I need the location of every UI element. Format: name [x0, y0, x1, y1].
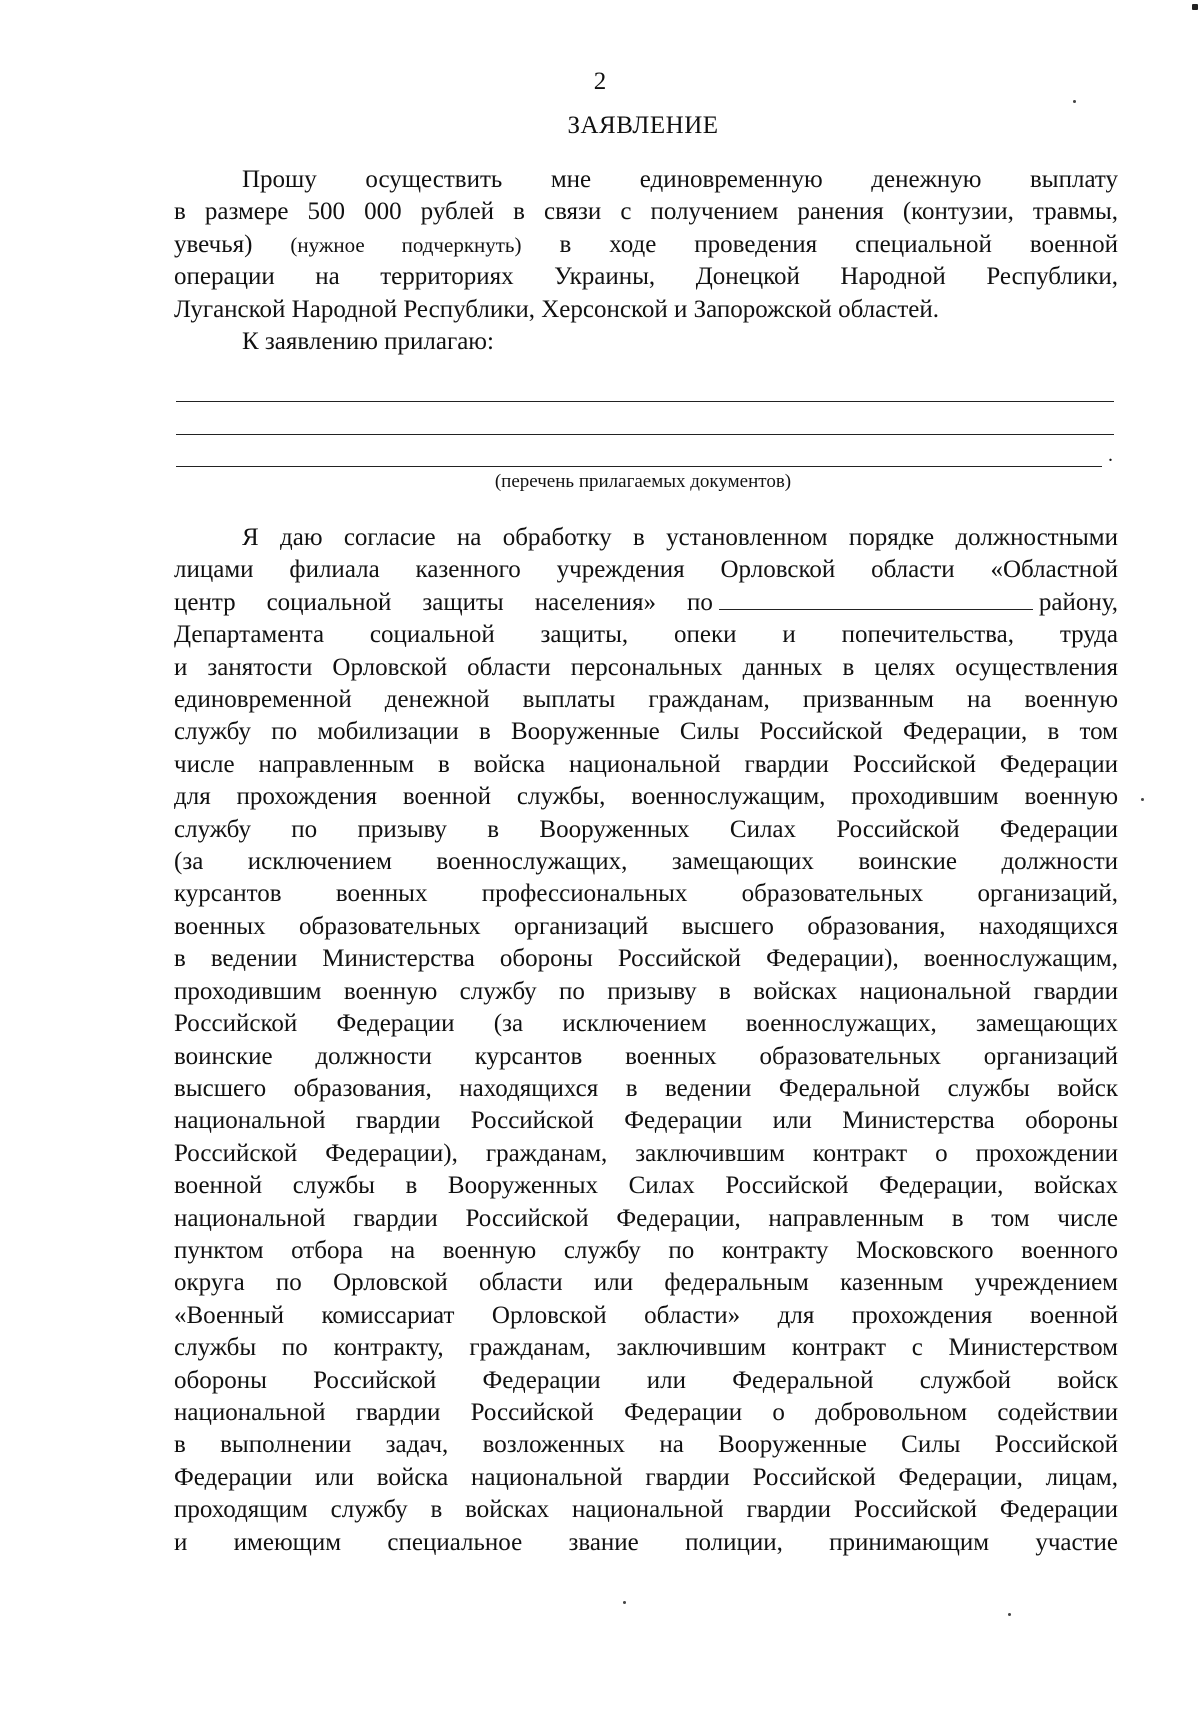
consent-line: национальной гвардии Российской Федерации или Министерства обороны — [174, 1107, 1118, 1135]
consent-line: курсантов военных профессиональных образовательных организаций, — [174, 880, 1118, 908]
consent-line-part: району, — [1038, 588, 1118, 616]
request-line-part: в ходе проведения специальной военной — [559, 230, 1119, 258]
consent-line: национальной гвардии Российской Федерации, направленным в том числе — [174, 1204, 1118, 1232]
scan-speck — [1073, 100, 1076, 103]
consent-line: «Военный комиссариат Орловской области» для прохождения военной — [174, 1301, 1118, 1329]
consent-line: службы по контракту, гражданам, заключившим контракт с Министерством — [174, 1334, 1118, 1362]
consent-line: службу по мобилизации в Вооруженные Силы Российской Федерации, в том — [174, 718, 1118, 746]
consent-line: округа по Орловской области или федеральным казенным учреждением — [174, 1269, 1118, 1297]
consent-line: в выполнении задач, возложенных на Вооруженные Силы Российской — [174, 1431, 1118, 1459]
consent-line: единовременной денежной выплаты гражданам, призванным на военную — [174, 686, 1118, 714]
consent-line: проходящим службу в войсках национальной гвардии Российской Федерации — [174, 1496, 1118, 1524]
consent-line: числе направленным в войска национальной гвардии Российской Федерации — [174, 750, 1118, 778]
consent-line: (за исключением военнослужащих, замещающих воинские должности — [174, 848, 1118, 876]
attachment-line-3 — [176, 466, 1102, 467]
scan-corner-mark — [1192, 4, 1198, 10]
consent-line: службу по призыву в Вооруженных Силах Российской Федерации — [174, 815, 1118, 843]
scan-speck — [1008, 1613, 1011, 1616]
consent-line: и занятости Орловской области персональных данных в целях осуществления — [174, 653, 1118, 681]
consent-line: высшего образования, находящихся в ведении Федеральной службы войск — [174, 1074, 1118, 1102]
consent-line: лицами филиала казенного учреждения Орловской области «Областной — [174, 556, 1118, 584]
consent-line: пунктом отбора на военную службу по контракту Московского военного — [174, 1236, 1118, 1264]
consent-line: и имеющим специальное звание полиции, принимающим участие — [174, 1528, 1118, 1556]
consent-line-part: центр социальной защиты населения» по — [174, 588, 713, 616]
consent-line: воинские должности курсантов военных образовательных организаций — [174, 1042, 1118, 1070]
consent-line: национальной гвардии Российской Федерации о добровольном содействии — [174, 1398, 1118, 1426]
consent-line: Российской Федерации), гражданам, заключившим контракт о прохождении — [174, 1139, 1118, 1167]
consent-line: Федерации или войска национальной гвардии Российской Федерации, лицам, — [174, 1463, 1118, 1491]
consent-line — [174, 587, 1118, 619]
request-line: Луганской Народной Республики, Херсонской и Запорожской областей. — [174, 295, 939, 323]
consent-line: военной службы в Вооруженных Силах Российской Федерации, войсках — [174, 1172, 1118, 1200]
request-paragraph — [174, 164, 1118, 358]
underline-hint: (нужное подчеркнуть) — [290, 232, 522, 257]
document-title: ЗАЯВЛЕНИЕ — [567, 112, 719, 139]
consent-line: в ведении Министерства обороны Российской Федерации), военнослужащим, — [174, 945, 1118, 973]
consent-line: для прохождения военной службы, военнослужащим, проходившим военную — [174, 783, 1118, 811]
attachments-caption: (перечень прилагаемых документов) — [494, 471, 792, 492]
request-line: Прошу осуществить мне единовременную денежную выплату — [242, 166, 1118, 193]
request-line: операции на территориях Украины, Донецкой Народной Республики, — [174, 263, 1118, 291]
consent-line: проходившим военную службу по призыву в войсках национальной гвардии — [174, 977, 1118, 1005]
attachment-end-mark: . — [1108, 444, 1113, 466]
consent-line: обороны Российской Федерации или Федеральной службой войск — [174, 1366, 1118, 1394]
consent-paragraph — [174, 522, 1118, 1559]
page-number: 2 — [593, 68, 607, 95]
consent-line: Я даю согласие на обработку в установленном порядке должностными — [242, 524, 1118, 551]
request-line-part: увечья) — [174, 230, 253, 258]
request-line: в размере 500 000 рублей в связи с получением ранения (контузии, травмы, — [174, 198, 1118, 226]
scan-speck — [623, 1601, 626, 1604]
request-line — [174, 229, 1118, 261]
consent-line: Департамента социальной защиты, опеки и попечительства, труда — [174, 621, 1118, 649]
attachment-line-2 — [176, 434, 1114, 435]
consent-line: военных образовательных организаций высшего образования, находящихся — [174, 912, 1118, 940]
district-blank-field[interactable] — [719, 587, 1033, 610]
scan-speck — [1141, 798, 1144, 801]
consent-line: Российской Федерации (за исключением военнослужащих, замещающих — [174, 1010, 1118, 1038]
attachments-intro: К заявлению прилагаю: — [242, 328, 494, 356]
attachment-line-1 — [176, 401, 1114, 402]
